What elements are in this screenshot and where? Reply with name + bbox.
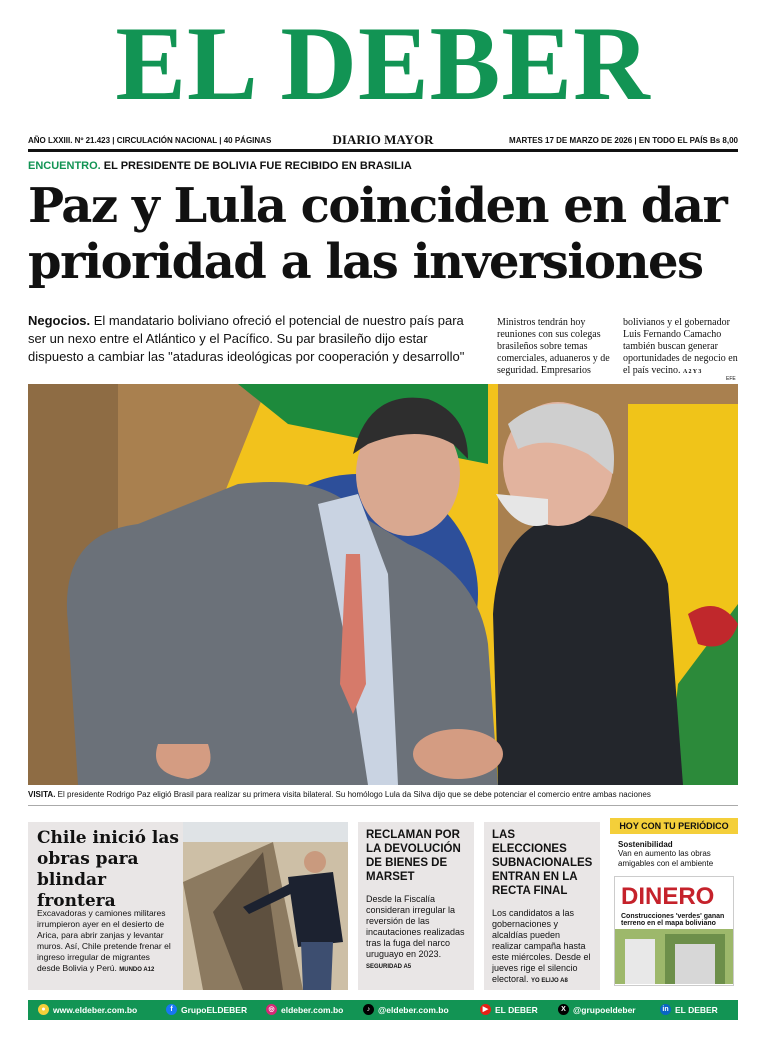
footer-tiktok[interactable] xyxy=(363,1004,449,1015)
story-ref: SEGURIDAD A5 xyxy=(366,964,412,970)
page-reference: A 2 Y 3 xyxy=(682,369,702,375)
kicker-text: EL PRESIDENTE DE BOLIVIA FUE RECIBIDO EN BRASILIA xyxy=(103,160,412,172)
supplement-header: HOY CON TU PERIÓDICO xyxy=(610,818,738,834)
magazine-cover xyxy=(614,876,734,986)
story-box-elections[interactable] xyxy=(484,822,600,990)
kicker xyxy=(28,160,412,172)
main-photo[interactable] xyxy=(28,384,738,785)
globe-icon: ● xyxy=(38,1004,49,1015)
footer-tiktok-text: @eldeber.com.bo xyxy=(378,1004,449,1015)
footer-instagram-text: eldeber.com.bo xyxy=(281,1004,344,1015)
masthead-logo: EL DEBER xyxy=(115,5,651,122)
story-title: LAS ELECCIONES SUBNACIONALES ENTRAN EN LA RECTA FINAL xyxy=(492,829,593,897)
magazine-headline: Construcciones 'verdes' ganan terreno en el mapa boliviano xyxy=(621,913,725,927)
supplement-promo[interactable] xyxy=(610,818,738,990)
footer-youtube[interactable] xyxy=(480,1004,538,1015)
caption-label: VISITA. xyxy=(28,790,56,799)
story-box-chile[interactable] xyxy=(28,822,348,990)
story-text xyxy=(366,894,466,973)
footer-youtube-text: EL DEBER xyxy=(495,1004,538,1015)
x-icon: X xyxy=(558,1004,569,1015)
summary-column-1: Ministros tendrán hoy reuniones con sus colegas brasileños sobre temas comerciales, aduaneros y de seguridad. Empresarios xyxy=(497,317,610,376)
headline-line-2: prioridad a las inversiones xyxy=(28,234,703,290)
youtube-icon: ▶ xyxy=(480,1004,491,1015)
story-body: Los candidatos a las gobernaciones y alcaldías pueden realizar campaña hasta este miércoles. Desde el jueves rige el silencio electoral. xyxy=(492,908,591,984)
footer-web[interactable] xyxy=(38,1004,137,1015)
border-photo xyxy=(183,822,348,990)
story-text xyxy=(492,908,592,987)
story-text xyxy=(37,908,172,976)
supplement-section: Sostenibilidad xyxy=(618,840,673,849)
instagram-icon: ◎ xyxy=(266,1004,277,1015)
story-body: Excavadoras y camiones militares irrumpieron ayer en el desierto de Arica, para abrir zanjas y levantar muros. Así, Chile pretende frenar el ingreso irregular de migrantes desde Bolivia y Perú. xyxy=(37,908,171,973)
footer-facebook-text: GrupoELDEBER xyxy=(181,1004,248,1015)
social-footer xyxy=(28,1000,738,1020)
lead-label: Negocios. xyxy=(28,313,91,328)
story-title: RECLAMAN POR LA DEVOLUCIÓN DE BIENES DE MARSET xyxy=(366,829,461,883)
footer-x-text: @grupoeldeber xyxy=(573,1004,636,1015)
caption-text: El presidente Rodrigo Paz eligió Brasil para realizar su primera visita bilateral. Su homólogo Lula da Silva dijo que se debe potenciar el comercio entre ambas naciones xyxy=(57,790,651,799)
story-ref: YO ELIJO A8 xyxy=(531,978,568,984)
summary-column-2 xyxy=(623,317,741,378)
photo-caption xyxy=(28,790,738,806)
magazine-photo xyxy=(615,929,734,984)
photo-credit: EFE xyxy=(726,376,736,382)
kicker-label: ENCUENTRO. xyxy=(28,160,101,172)
footer-facebook[interactable] xyxy=(166,1004,247,1015)
lead-paragraph xyxy=(28,312,483,366)
facebook-icon: f xyxy=(166,1004,177,1015)
footer-x[interactable] xyxy=(558,1004,636,1015)
supplement-text: Van en aumento las obras amigables con el ambiente xyxy=(618,849,714,868)
summary-column-2-text: bolivianos y el gobernador Luis Fernando Camacho también buscan generar oportunidades de negocio en el país vecino. xyxy=(623,317,738,376)
linkedin-icon: in xyxy=(660,1004,671,1015)
footer-web-text: www.eldeber.com.bo xyxy=(53,1004,138,1015)
footer-linkedin[interactable] xyxy=(660,1004,718,1015)
tagline: DIARIO MAYOR xyxy=(332,132,434,147)
story-body: Desde la Fiscalía consideran irregular la reversión de las incautaciones realizadas tras la fuga del narco uruguayo en 2023. xyxy=(366,894,465,959)
magazine-title: DINERO xyxy=(621,883,715,910)
main-headline[interactable] xyxy=(28,178,748,290)
main-photo-illustration xyxy=(28,384,738,785)
edition-details: AÑO LXXIII. Nº 21.423 | CIRCULACIÓN NACIONAL | 40 PÁGINAS xyxy=(28,136,272,145)
story-box-marset[interactable] xyxy=(358,822,474,990)
footer-instagram[interactable] xyxy=(266,1004,343,1015)
tiktok-icon: ♪ xyxy=(363,1004,374,1015)
footer-linkedin-text: EL DEBER xyxy=(675,1004,718,1015)
edition-info-bar xyxy=(28,130,738,152)
lead-text: El mandatario boliviano ofreció el potencial de nuestro país para ser un nexo entre el Atlántico y el Pacífico. Su par brasileño dijo estar dispuesto a cambiar las "ataduras ideológicas por cooperación y desarrollo" xyxy=(28,313,465,364)
story-ref: MUNDO A12 xyxy=(119,967,155,973)
date-price: MARTES 17 DE MARZO DE 2026 | EN TODO EL PAÍS Bs 8,00 xyxy=(509,136,738,145)
story-title: Chile inició las obras para blindar frontera xyxy=(37,828,179,911)
headline-line-1: Paz y Lula coinciden en dar xyxy=(28,178,727,234)
